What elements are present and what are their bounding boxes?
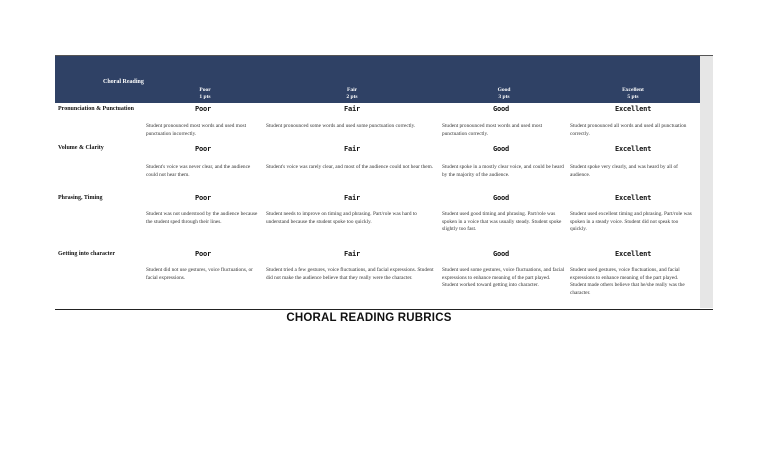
header-col-poor [145,87,265,101]
level-excellent: Excellent [615,194,652,202]
row-label-phrasing: Phrasing, Timing [58,195,103,201]
desc-fair: Student tried a few gestures, voice fluctuations, and facial expressions. Student did not make the audience believe that they really were the character. [266,267,434,281]
level-poor: Poor [195,250,212,258]
desc-excellent: Student used excellent timing and phrasing. Part/role was spoken in a steady voice. Student did not speak too quickly. [570,211,692,233]
header-col-name: Fair [346,87,358,93]
desc-fair: Student's voice was rarely clear, and most of the audience could not hear them. [266,164,434,170]
level-good: Good [493,105,510,113]
desc-excellent: Student pronounced all words and used all punctuation correctly. [570,123,687,137]
level-good: Good [493,145,510,153]
level-poor: Poor [195,105,212,113]
desc-good: Student pronounced most words and used most punctuation correctly. [442,123,543,137]
level-fair: Fair [344,145,361,153]
rubric-caption: CHORAL READING RUBRICS [286,312,452,324]
rubric-header [55,56,700,103]
desc-poor: Student was not understood by the audience because the student sped through their lines. [146,211,258,225]
level-fair: Fair [344,105,361,113]
row-label-character: Getting into character [58,251,115,257]
header-col-pts: 3 pts [498,94,510,100]
desc-good: Student used good timing and phrasing. Part/role was spoken in a voice that was usually steady. Student spoke slightly too fast. [442,211,562,233]
row-label-volume: Volume & Clarity [58,145,104,151]
header-col-pts: 5 pts [627,94,639,100]
header-col-name: Good [497,87,511,93]
desc-poor: Student pronounced most words and used most punctuation incorrectly. [146,123,247,137]
header-col-pts: 2 pts [346,94,358,100]
header-col-name: Excellent [622,87,644,93]
desc-good: Student used some gestures, voice fluctuations, and facial expressions to enhance meaning of the part played. Student worked toward getting into character. [442,267,565,289]
level-fair: Fair [344,194,361,202]
desc-excellent: Student spoke very clearly, and was heard by all of audience. [570,164,678,178]
level-poor: Poor [195,145,212,153]
side-shade [700,56,713,308]
level-excellent: Excellent [615,145,652,153]
level-excellent: Excellent [615,105,652,113]
level-fair: Fair [344,250,361,258]
level-poor: Poor [195,194,212,202]
desc-fair: Student pronounced some words and used some punctuation correctly. [266,123,416,129]
header-col-pts: 1 pts [199,94,211,100]
bottom-rule [55,309,713,310]
desc-good: Student spoke in a mostly clear voice, and could be heard by the majority of the audience. [442,164,564,178]
header-col-good [444,87,564,101]
desc-excellent: Student used gestures, voice fluctuations, and facial expressions to enhance meaning of the part played. Student made others believe that he/she really was the character. [570,267,685,296]
level-good: Good [493,194,510,202]
header-corner-label: Choral Reading [103,79,144,85]
row-label-pronunciation: Pronunciation & Punctuation [58,106,134,112]
level-good: Good [493,250,510,258]
header-col-fair [292,87,412,101]
header-col-excellent [573,87,693,101]
desc-poor: Student did not use gestures, voice fluctuations, or facial expressions. [146,267,253,281]
level-excellent: Excellent [615,250,652,258]
header-col-name: Poor [199,87,211,93]
desc-poor: Student's voice was never clear, and the audience could not hear them. [146,164,251,178]
desc-fair: Student needs to improve on timing and phrasing. Part/role was hard to understand because the student spoke too quickly. [266,211,417,225]
